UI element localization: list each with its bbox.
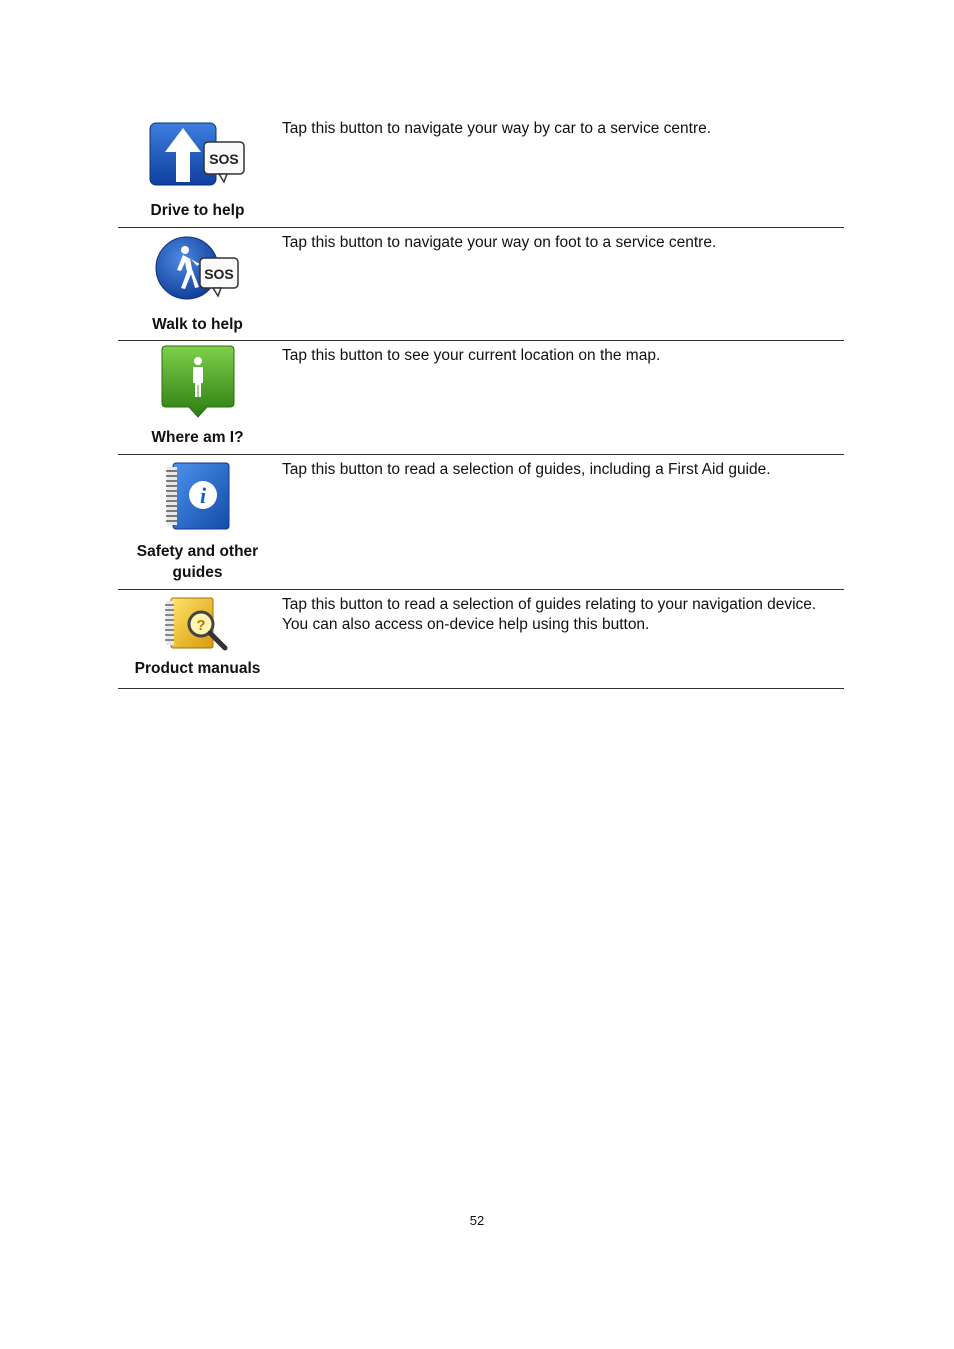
button-cell bbox=[118, 228, 277, 340]
button-cell bbox=[118, 590, 277, 688]
button-label: Where am I? bbox=[151, 429, 244, 446]
where-am-i-icon[interactable] bbox=[161, 345, 235, 419]
button-description: Tap this button to read a selection of guides, including a First Aid guide. bbox=[282, 461, 771, 478]
guides-book-icon[interactable] bbox=[163, 461, 233, 533]
button-label: Drive to help bbox=[150, 202, 245, 219]
table-row bbox=[118, 455, 844, 590]
page-number: 52 bbox=[469, 1213, 485, 1228]
table-row bbox=[118, 114, 844, 228]
button-cell bbox=[118, 455, 277, 589]
svg-text:SOS: SOS bbox=[208, 151, 239, 167]
button-cell bbox=[118, 341, 277, 454]
button-description: Tap this button to see your current location on the map. bbox=[282, 347, 661, 364]
svg-text:i: i bbox=[199, 483, 206, 508]
button-description: Tap this button to read a selection of guides relating to your navigation device. You can also access on-device help using this button. bbox=[282, 596, 817, 633]
svg-text:SOS: SOS bbox=[203, 266, 234, 282]
drive-to-help-icon[interactable] bbox=[149, 122, 247, 188]
table-row bbox=[118, 590, 844, 689]
button-description: Tap this button to navigate your way on foot to a service centre. bbox=[282, 234, 717, 251]
button-label-line2: guides bbox=[172, 564, 223, 581]
table-row bbox=[118, 341, 844, 455]
button-cell bbox=[118, 114, 277, 227]
button-reference-table bbox=[118, 114, 844, 689]
table-row bbox=[118, 228, 844, 341]
button-label bbox=[118, 541, 277, 583]
button-label: Walk to help bbox=[152, 316, 243, 333]
svg-text:?: ? bbox=[195, 617, 206, 634]
walk-to-help-icon[interactable] bbox=[155, 236, 241, 302]
button-label: Product manuals bbox=[134, 660, 261, 677]
button-label-line1: Safety and other bbox=[136, 543, 259, 560]
button-description: Tap this button to navigate your way by car to a service centre. bbox=[282, 120, 712, 137]
product-manual-icon[interactable] bbox=[163, 596, 233, 654]
